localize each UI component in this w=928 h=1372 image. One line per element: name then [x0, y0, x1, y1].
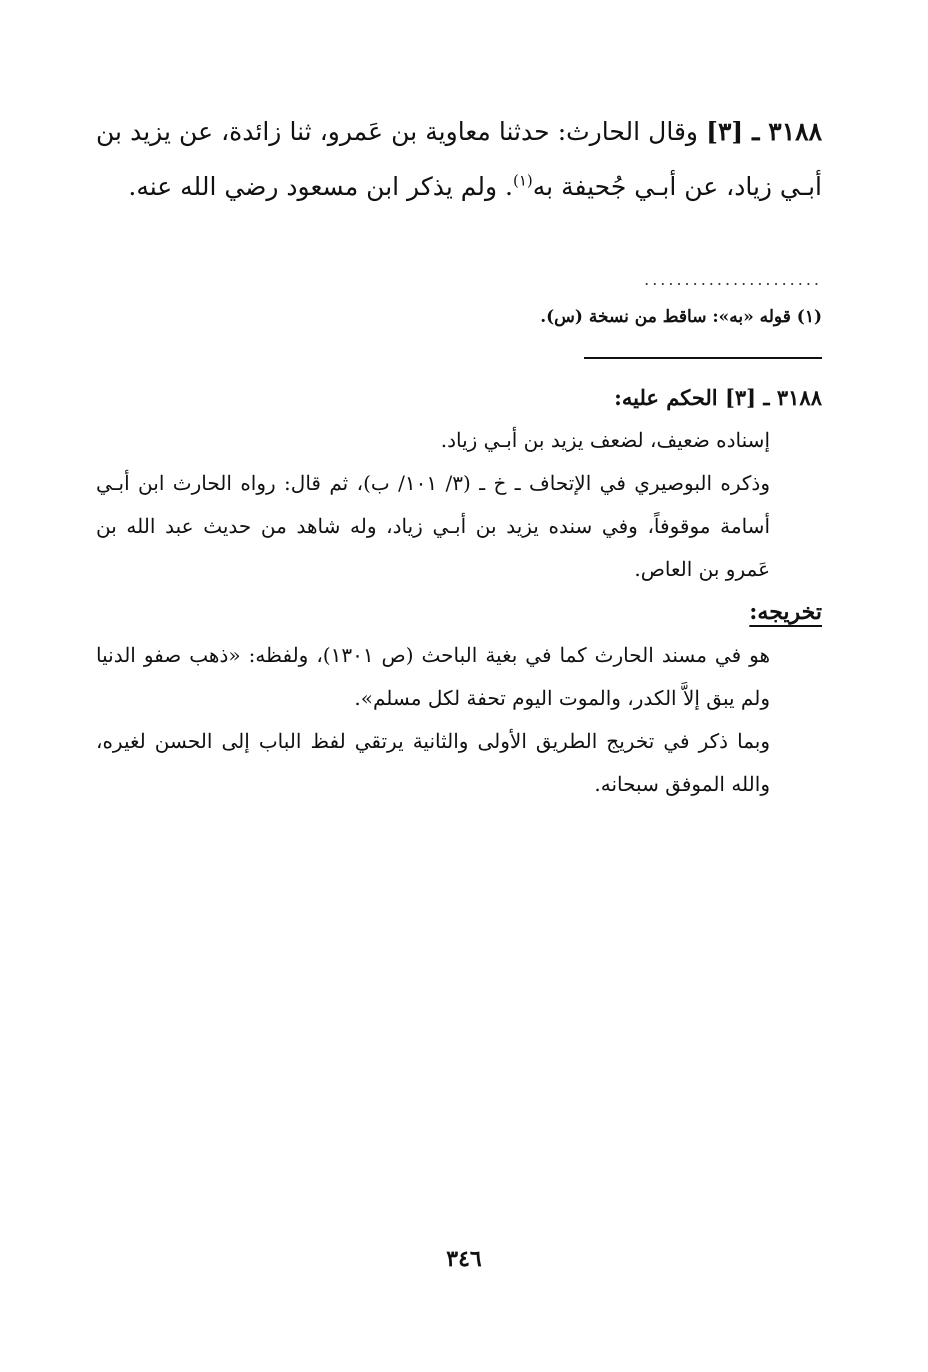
conclusion-paragraph: وبما ذكر في تخريج الطريق الأولى والثانية يرتقي لفظ الباب إلى الحسن لغيره، والله الموفق سبحانه. [96, 729, 770, 796]
footnote: (١) قوله «به»: ساقط من نسخة (س). [540, 307, 822, 327]
hadith-text [96, 104, 822, 214]
takhrij-heading: تخريجه: [749, 599, 822, 625]
hadith-body-end: . ولم يذكر ابن مسعود رضي الله عنه. [128, 172, 513, 201]
hadith-number: ٣١٨٨ ـ [٣] [706, 117, 822, 146]
footnote-reference: (١) [513, 171, 533, 190]
busiri-paragraph: وذكره البوصيري في الإتحاف ـ خ ـ (٣/ ١٠١/ ب)، ثم قال: رواه الحارث ابن أبـي أسامة موقوفاً، وفي سنده يزيد بن أبـي زياد، وله شاهد من حديث عبد الله بن عَمرو بن العاص. [96, 471, 770, 581]
page-number: ٣٤٦ [446, 1246, 482, 1272]
ruling-text: إسناده ضعيف، لضعف يزيد بن أبـي زياد. [440, 428, 770, 452]
ruling-heading: ٣١٨٨ ـ [٣] الحكم عليه: [614, 385, 822, 410]
footnote-separator: ...................... [644, 270, 822, 289]
hadith-body: وقال الحارث: حدثنا معاوية بن عَمرو، ثنا زائدة، عن يزيد بن أبـي زياد، عن أبـي جُحيفة به [96, 117, 822, 201]
takhrij-paragraph: هو في مسند الحارث كما في بغية الباحث (ص ١٣٠١)، ولفظه: «ذهب صفو الدنيا ولم يبق إلاَّ الكدر، والموت اليوم تحفة لكل مسلم». [96, 643, 771, 710]
section-divider [584, 357, 822, 359]
takhrij-heading-line [96, 591, 822, 634]
commentary [96, 376, 822, 806]
